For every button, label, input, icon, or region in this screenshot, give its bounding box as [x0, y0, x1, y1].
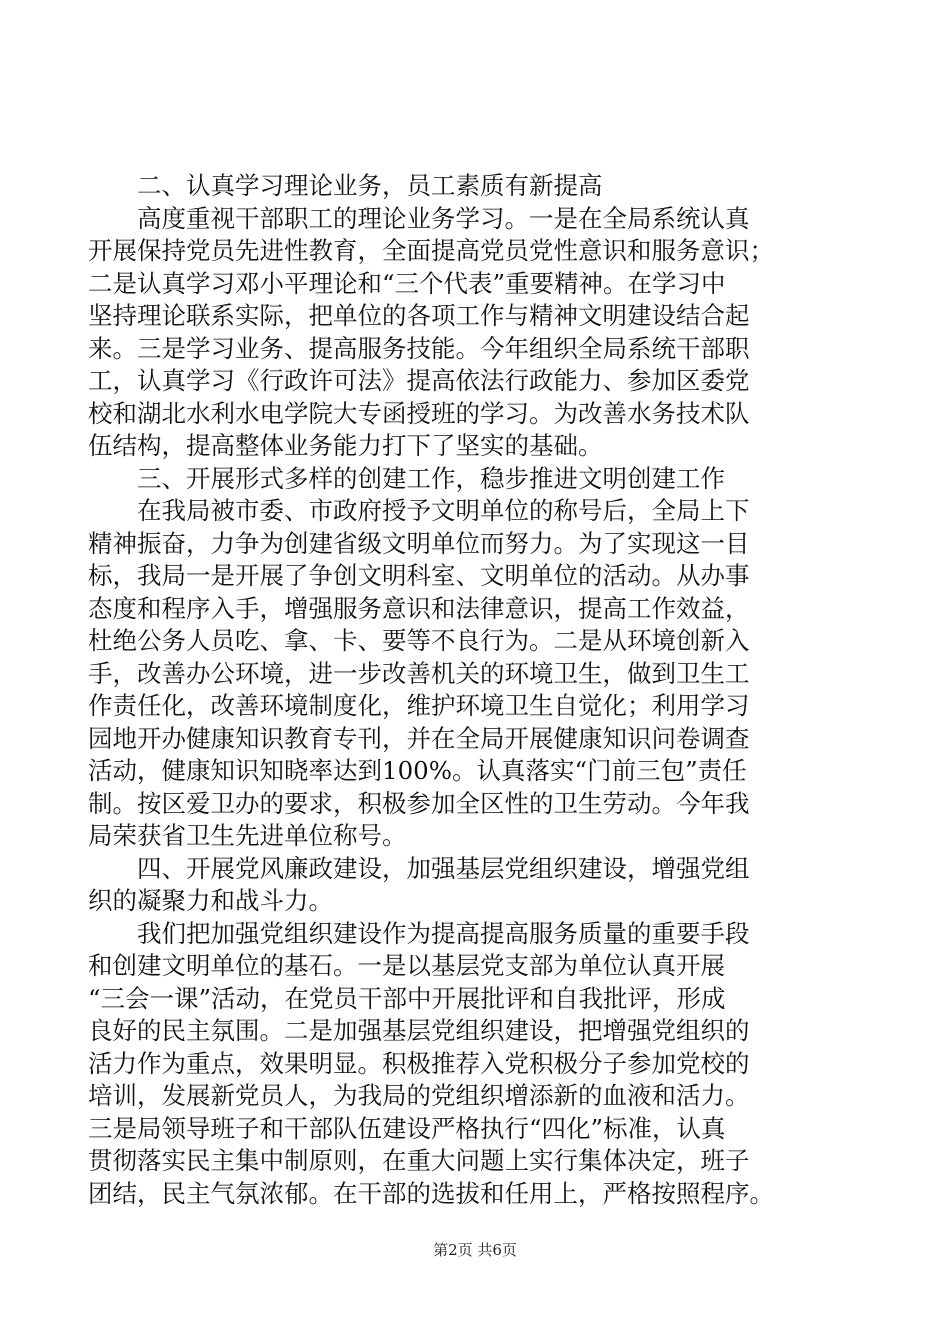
paragraph-line: 工，认真学习《行政许可法》提高依法行政能力、参加区委党	[88, 366, 750, 395]
paragraph-line: 园地开办健康知识教育专刊，并在全局开展健康知识问卷调查	[88, 723, 750, 753]
paragraph-line: 态度和程序入手，增强服务意识和法律意识，提高工作效益，	[88, 593, 750, 623]
paragraph-line: 伍结构，提高整体业务能力打下了坚实的基础。	[88, 431, 603, 460]
heading-section-2: 二、认真学习理论业务，员工素质有新提高	[137, 171, 603, 200]
paragraph-line: 杜绝公务人员吃、拿、卡、要等不良行为。二是从环境创新入	[88, 626, 750, 655]
paragraph-line: 制。按区爱卫办的要求，积极参加全区性的卫生劳动。今年我	[88, 788, 750, 818]
paragraph-line: 开展保持党员先进性教育，全面提高党员党性意识和服务意识；	[88, 236, 774, 265]
heading-section-4-continued: 织的凝聚力和战斗力。	[88, 886, 333, 915]
paragraph-line: 局荣获省卫生先进单位称号。	[88, 821, 407, 850]
paragraph-line: 在我局被市委、市政府授予文明单位的称号后，全局上下	[137, 496, 750, 525]
heading-section-4: 四、开展党风廉政建设，加强基层党组织建设，增强党组	[137, 853, 750, 883]
paragraph-line: 手，改善办公环境，进一步改善机关的环境卫生，做到卫生工	[88, 658, 750, 688]
paragraph-line: 坚持理论联系实际，把单位的各项工作与精神文明建设结合起	[88, 301, 750, 330]
page-number-footer: 第2页 共6页	[433, 1241, 517, 1259]
paragraph-line: 标，我局一是开展了争创文明科室、文明单位的活动。从办事	[88, 561, 750, 590]
paragraph-line: 良好的民主氛围。二是加强基层党组织建设，把增强党组织的	[88, 1016, 750, 1045]
paragraph-line: 校和湖北水利水电学院大专函授班的学习。为改善水务技术队	[88, 398, 750, 428]
paragraph-line: 精神振奋，力争为创建省级文明单位而努力。为了实现这一目	[88, 528, 750, 558]
paragraph-line: 高度重视干部职工的理论业务学习。一是在全局系统认真	[137, 203, 750, 233]
paragraph-line: 二是认真学习邓小平理论和“三个代表”重要精神。在学习中	[88, 268, 726, 298]
heading-section-3: 三、开展形式多样的创建工作，稳步推进文明创建工作	[137, 463, 725, 493]
paragraph-line: 三是局领导班子和干部队伍建设严格执行“四化”标准，认真	[88, 1113, 726, 1143]
paragraph-line: “三会一课”活动，在党员干部中开展批评和自我批评，形成	[88, 983, 726, 1013]
paragraph-line: 和创建文明单位的基石。一是以基层党支部为单位认真开展	[88, 951, 725, 980]
paragraph-line: 作责任化，改善环境制度化，维护环境卫生自觉化；利用学习	[88, 691, 750, 720]
paragraph-line: 培训，发展新党员人，为我局的党组织增添新的血液和活力。	[88, 1081, 750, 1110]
paragraph-line: 贯彻落实民主集中制原则，在重大问题上实行集体决定，班子	[88, 1146, 750, 1175]
paragraph-line: 活力作为重点，效果明显。积极推荐入党积极分子参加党校的	[88, 1048, 750, 1078]
paragraph-line: 团结，民主气氛浓郁。在干部的选拔和任用上，严格按照程序。	[88, 1178, 774, 1208]
paragraph-line: 来。三是学习业务、提高服务技能。今年组织全局系统干部职	[88, 333, 750, 363]
paragraph-line: 活动，健康知识知晓率达到100%。认真落实“门前三包”责任	[88, 756, 747, 785]
paragraph-line: 我们把加强党组织建设作为提高提高服务质量的重要手段	[137, 918, 750, 948]
